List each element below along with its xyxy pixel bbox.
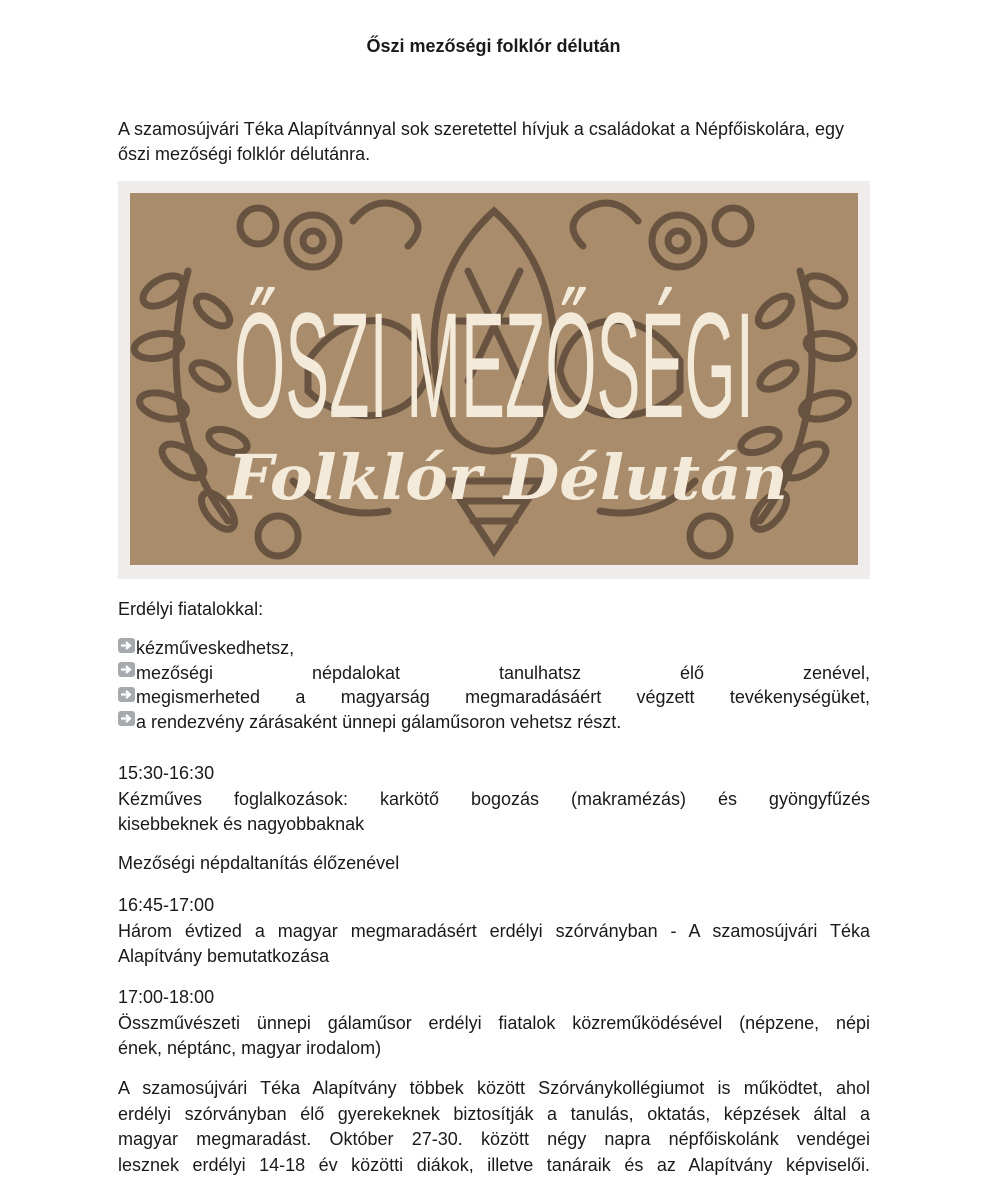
schedule-activity-line: Kézműves foglalkozások: karkötő bogozás (makramézás) és gyöngyfűzés xyxy=(118,789,870,809)
list-item xyxy=(118,685,870,710)
list-item xyxy=(118,661,870,686)
list-item xyxy=(118,636,870,661)
schedule-activity-line: Három évtized a magyar megmaradásért erdélyi szórványban - A szamosújvári Téka xyxy=(118,921,870,941)
banner-heading: ŐSZI MEZŐSÉGI xyxy=(234,281,754,449)
schedule-time: 16:45-17:00 xyxy=(118,895,215,915)
list-item xyxy=(118,710,870,735)
closing-line: A szamosújvári Téka Alapítvány többek között Szórványkollégiumot is működtet, ahol xyxy=(118,1078,870,1098)
list-item-text: megismerheted a magyarság megmaradásáért végzett tevékenységüket, xyxy=(136,687,870,707)
schedule-activity-line: kisebbeknek és nagyobbaknak xyxy=(118,813,365,834)
schedule-activity-line: Összművészeti ünnepi gálaműsor erdélyi fiatalok közreműködésével (népzene, népi xyxy=(118,1013,870,1033)
schedule-activity-line: Alapítvány bemutatkozása xyxy=(118,945,330,966)
schedule-activity xyxy=(118,919,870,968)
schedule-activity xyxy=(118,787,870,836)
event-banner-image xyxy=(118,181,870,579)
page-title: Őszi mezőségi folklór délután xyxy=(366,36,621,56)
schedule-time: 17:00-18:00 xyxy=(118,987,215,1007)
list-item-text: mezőségi népdalokat tanulhatsz élő zenével, xyxy=(136,662,870,683)
right-arrow-icon xyxy=(118,711,135,726)
closing-line: magyar megmaradást. Október 27-30. között négy napra népfőiskolánk vendégei xyxy=(118,1129,870,1149)
banner-script-text: Folklór Délután xyxy=(225,441,789,514)
list-item-text: kézműveskedhetsz, xyxy=(136,638,295,658)
closing-line: lesznek erdélyi 14-18 év közötti diákok, illetve tanáraik és az Alapítvány képviselői. xyxy=(118,1154,870,1175)
list-item-text: a rendezvény zárásaként ünnepi gálaműsoron vehetsz részt. xyxy=(136,711,622,732)
right-arrow-icon xyxy=(118,662,135,677)
schedule-activity xyxy=(118,1011,870,1060)
closing-paragraph xyxy=(118,1076,870,1178)
section-subtitle: Erdélyi fiatalokkal: xyxy=(118,599,264,619)
closing-line: erdélyi szórványban élő gyerekeknek biztosítják a tanulás, oktatás, képzések által a xyxy=(118,1103,870,1124)
schedule-activity-line: ének, néptánc, magyar irodalom) xyxy=(118,1037,382,1058)
right-arrow-icon xyxy=(118,638,135,653)
right-arrow-icon xyxy=(118,687,135,702)
activity-bullet-list xyxy=(118,636,870,734)
banner-illustration xyxy=(118,181,870,579)
schedule-activity xyxy=(118,851,870,876)
schedule-activity-line: Mezőségi népdaltanítás élőzenével xyxy=(118,853,400,873)
intro-paragraph: A szamosújvári Téka Alapítvánnyal sok szeretettel hívjuk a családokat a Népfőiskolára, egy őszi mezőségi folklór délutánra. xyxy=(118,119,845,164)
schedule-time: 15:30-16:30 xyxy=(118,763,215,783)
